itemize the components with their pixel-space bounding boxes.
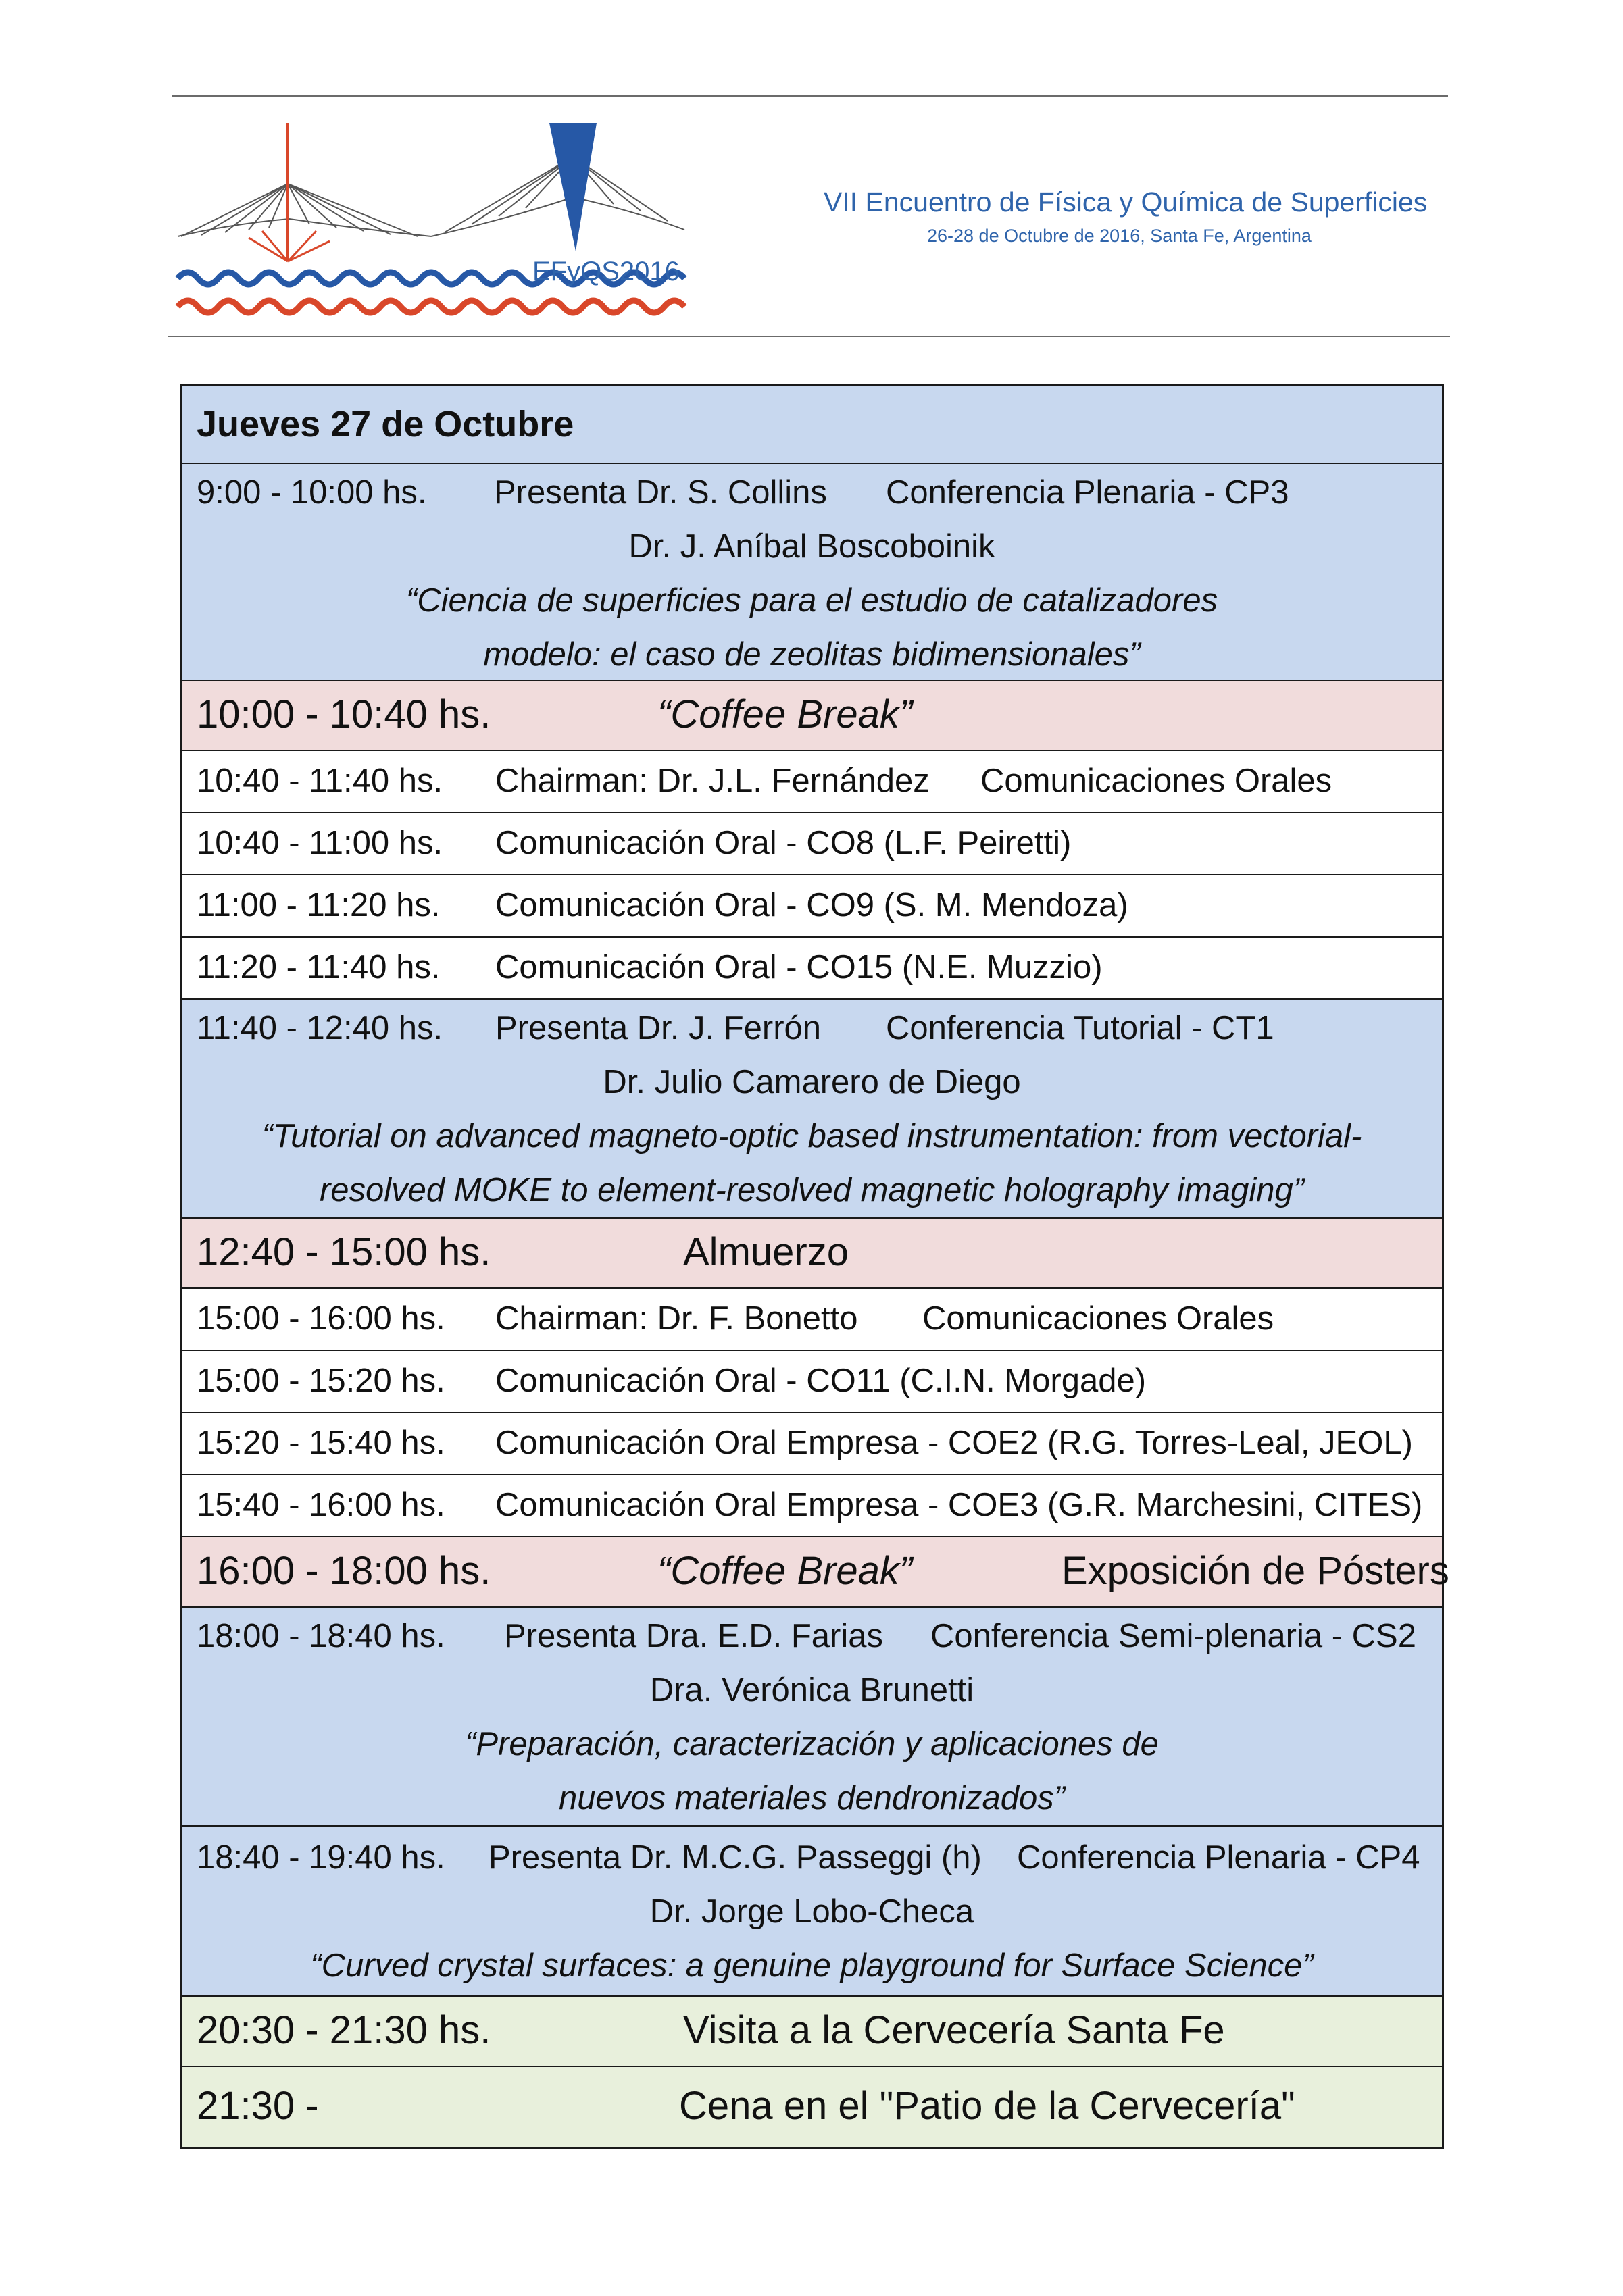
row-chair: Chairman: Dr. J.L. Fernández	[495, 763, 930, 799]
schedule-row	[182, 1474, 1442, 1536]
row-presenter: Presenta Dra. E.D. Farias	[504, 1618, 883, 1654]
row-event: Cena en el "Patio de la Cervecería"	[679, 2084, 1295, 2128]
row-time: 9:00 - 10:00 hs.	[197, 474, 427, 511]
top-rule	[172, 95, 1448, 97]
row-talk-title: modelo: el caso de zeolitas bidimensionales”	[483, 636, 1141, 673]
row-type: Comunicaciones Orales	[922, 1300, 1274, 1337]
row-time: 18:40 - 19:40 hs.	[197, 1839, 445, 1876]
conference-logo	[174, 116, 688, 319]
row-time: 11:20 - 11:40 hs.	[197, 949, 441, 986]
day-title: Jueves 27 de Octubre	[197, 404, 574, 444]
row-text: Comunicación Oral - CO11 (C.I.N. Morgade)	[495, 1362, 1147, 1399]
row-time: 10:40 - 11:40 hs.	[197, 763, 443, 799]
row-presenter: Presenta Dr. M.C.G. Passeggi (h)	[489, 1839, 982, 1876]
schedule-row	[182, 680, 1442, 750]
logo-text: EFyQS2016	[532, 257, 680, 286]
schedule-row	[182, 1412, 1442, 1474]
row-time: 15:00 - 16:00 hs.	[197, 1300, 445, 1337]
row-event: “Coffee Break”	[657, 1549, 913, 1593]
row-time: 15:40 - 16:00 hs.	[197, 1487, 445, 1523]
row-event: Visita a la Cervecería Santa Fe	[683, 2008, 1225, 2052]
row-presenter: Presenta Dr. S. Collins	[494, 474, 827, 511]
row-time: 11:40 - 12:40 hs.	[197, 1010, 443, 1046]
schedule-row	[182, 874, 1442, 936]
row-time: 12:40 - 15:00 hs.	[197, 1230, 491, 1274]
row-speaker: Dr. Jorge Lobo-Checa	[649, 1893, 974, 1930]
schedule-row	[182, 2066, 1442, 2147]
row-type: Conferencia Tutorial - CT1	[886, 1010, 1274, 1046]
row-speaker: Dr. J. Aníbal Boscoboinik	[628, 528, 995, 565]
row-chair: Chairman: Dr. F. Bonetto	[495, 1300, 858, 1337]
row-type: Conferencia Semi-plenaria - CS2	[930, 1618, 1416, 1654]
bridge-logo-icon	[174, 116, 688, 319]
schedule-row	[182, 1350, 1442, 1412]
row-type: Comunicaciones Orales	[980, 763, 1332, 799]
row-text: Comunicación Oral - CO8 (L.F. Peiretti)	[495, 825, 1072, 861]
row-talk-title: nuevos materiales dendronizados”	[558, 1780, 1066, 1816]
row-presenter: Presenta Dr. J. Ferrón	[495, 1010, 822, 1046]
row-time: 15:00 - 15:20 hs.	[197, 1362, 445, 1399]
row-type: Conferencia Plenaria - CP4	[1017, 1839, 1420, 1876]
row-time: 21:30 -	[197, 2084, 319, 2128]
schedule-row	[182, 1995, 1442, 2066]
schedule-row	[182, 998, 1442, 1217]
row-talk-title: “Preparación, caracterización y aplicaciones de	[465, 1726, 1159, 1762]
row-time: 11:00 - 11:20 hs.	[197, 887, 441, 923]
row-event: Almuerzo	[683, 1230, 849, 1274]
schedule-row	[182, 936, 1442, 998]
row-text: Comunicación Oral - CO9 (S. M. Mendoza)	[495, 887, 1128, 923]
row-time: 18:00 - 18:40 hs.	[197, 1618, 445, 1654]
schedule-row	[182, 1536, 1449, 1606]
row-time: 20:30 - 21:30 hs.	[197, 2008, 491, 2052]
row-time: 15:20 - 15:40 hs.	[197, 1425, 445, 1461]
schedule-row	[182, 1825, 1442, 1995]
row-talk-title: “Curved crystal surfaces: a genuine playground for Surface Science”	[310, 1947, 1314, 1984]
row-talk-title: “Ciencia de superficies para el estudio de catalizadores	[405, 582, 1218, 619]
row-time: 16:00 - 18:00 hs.	[197, 1549, 491, 1593]
row-speaker: Dr. Julio Camarero de Diego	[603, 1064, 1021, 1100]
row-type: Conferencia Plenaria - CP3	[886, 474, 1289, 511]
conference-subtitle: 26-28 de Octubre de 2016, Santa Fe, Argentina	[927, 226, 1312, 246]
row-text: Comunicación Oral - CO15 (N.E. Muzzio)	[495, 949, 1103, 986]
conference-title: VII Encuentro de Física y Química de Superficies	[824, 186, 1428, 218]
schedule-row	[182, 750, 1442, 812]
row-time: 10:00 - 10:40 hs.	[197, 692, 491, 736]
schedule-table	[180, 384, 1449, 2149]
schedule-row	[182, 463, 1442, 680]
row-text: Comunicación Oral Empresa - COE3 (G.R. Marchesini, CITES)	[495, 1487, 1423, 1523]
row-event: “Coffee Break”	[657, 692, 913, 736]
schedule-row	[182, 1287, 1442, 1350]
row-talk-title: “Tutorial on advanced magneto-optic based instrumentation: from vectorial-	[261, 1118, 1362, 1154]
header-rule	[168, 336, 1450, 337]
schedule-row	[182, 1606, 1442, 1825]
row-text: Comunicación Oral Empresa - COE2 (R.G. Torres-Leal, JEOL)	[495, 1425, 1413, 1461]
row-talk-title: resolved MOKE to element-resolved magnetic holography imaging”	[319, 1172, 1305, 1208]
row-extra: Exposición de Pósters	[1062, 1549, 1449, 1593]
schedule-row	[182, 1217, 1442, 1287]
row-speaker: Dra. Verónica Brunetti	[649, 1672, 974, 1708]
day-title-row	[182, 386, 1442, 463]
schedule-row	[182, 812, 1442, 874]
row-time: 10:40 - 11:00 hs.	[197, 825, 443, 861]
